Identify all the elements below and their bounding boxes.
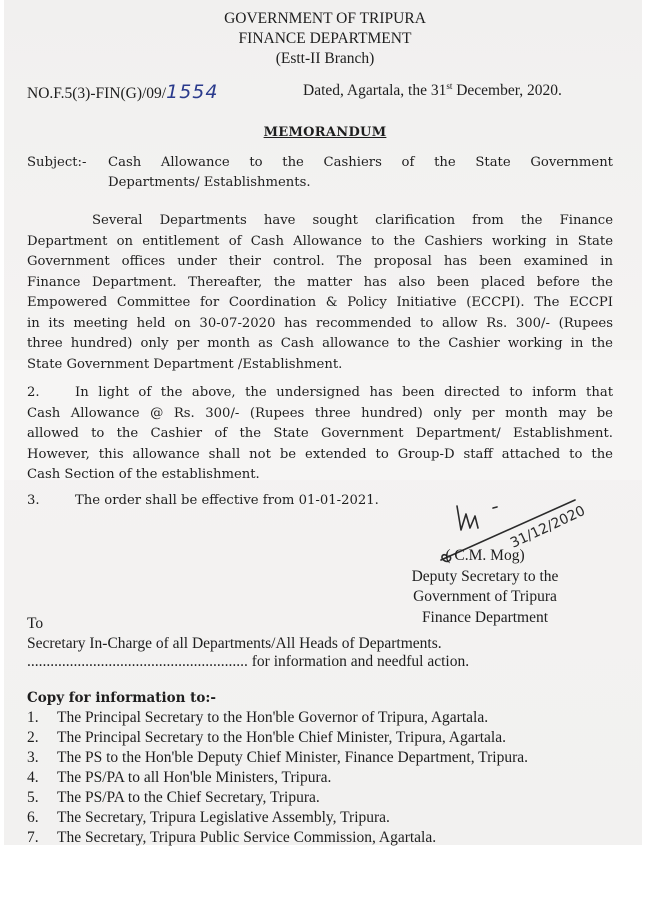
signatory-department: Finance Department	[421, 608, 549, 626]
copy-item-number: 7.	[27, 829, 39, 846]
copy-list-item	[27, 748, 528, 768]
copy-item-text: The Principal Secretary to the Hon'ble Chief Minister, Tripura, Agartala.	[57, 729, 506, 746]
paragraph-1-line: State Government Department /Establishment.	[27, 356, 343, 372]
addressee-line-1: Secretary In-Charge of all Departments/All Heads of Departments.	[27, 635, 442, 652]
header-department: FINANCE DEPARTMENT	[238, 30, 412, 47]
header-government: GOVERNMENT OF TRIPURA	[224, 10, 426, 27]
paragraph-3: The order shall be effective from 01-01-2021.	[75, 493, 379, 508]
copy-title: Copy for information to:-	[27, 690, 216, 706]
copy-item-text: The PS to the Hon'ble Deputy Chief Minister, Finance Department, Tripura.	[57, 749, 528, 766]
paragraph-1-line: Empowered Committee for Coordination & Policy Initiative (ECCPI). The ECCPI	[27, 295, 613, 310]
copy-item-number: 6.	[27, 809, 39, 826]
copy-item-number: 5.	[27, 789, 39, 806]
paragraph-1-line: in its meeting held on 30-07-2020 has recommended to allow Rs. 300/- (Rupees	[27, 315, 613, 331]
copy-item-number: 1.	[27, 709, 39, 726]
signatory-designation: Deputy Secretary to the	[411, 567, 559, 585]
paragraph-1-line: Several Departments have sought clarification from the Finance	[92, 213, 613, 228]
copy-list-item	[27, 728, 528, 748]
reference-date	[303, 81, 562, 100]
paragraph-3-number: 3.	[27, 493, 40, 508]
signature-block	[395, 546, 575, 628]
header-branch: (Estt-II Branch)	[275, 50, 375, 67]
copy-item-text: The PS/PA to the Chief Secretary, Tripura.	[57, 789, 320, 806]
addressee-to: To	[27, 615, 44, 632]
paragraph-2-line: In light of the above, the undersigned has been directed to inform that	[75, 385, 613, 400]
date-prefix: Dated, Agartala, the 31	[303, 82, 447, 100]
copy-list-item	[27, 708, 528, 728]
paragraph-1-line: Department on entitlement of Cash Allowance to the Cashiers working in State	[27, 233, 613, 249]
copy-list-item	[27, 788, 528, 808]
addressee-line-2: ......................................................... for information and needful action.	[27, 653, 470, 670]
paragraph-2-line: allowed to the Cashier of the State Government Department/ Establishment.	[27, 426, 613, 441]
copy-list	[27, 708, 528, 848]
paragraph-1-line: Government offices under their control. The proposal has been examined in	[27, 254, 613, 269]
copy-list-item	[27, 828, 528, 848]
paragraph-2-line: Cash Allowance @ Rs. 300/- (Rupees three hundred) only per month may be	[27, 405, 613, 421]
signatory-government: Government of Tripura	[413, 588, 557, 605]
copy-list-item	[27, 808, 528, 828]
copy-item-text: The Secretary, Tripura Public Service Commission, Agartala.	[57, 829, 437, 846]
paragraph-1	[27, 211, 613, 375]
copy-item-text: The Secretary, Tripura Legislative Assembly, Tripura.	[57, 809, 390, 826]
subject-line-2: Departments/ Establishments.	[108, 175, 311, 190]
date-suffix: December, 2020.	[452, 82, 562, 100]
signatory-name: ( C.M. Mog)	[445, 547, 525, 564]
copy-item-number: 3.	[27, 749, 39, 766]
handwritten-number: 1554	[166, 81, 219, 103]
memorandum-title: MEMORANDUM	[263, 125, 387, 140]
reference-number	[27, 81, 218, 103]
reference-number-prefix: NO.F.5(3)-FIN(G)/09/	[27, 85, 167, 102]
copy-list-item	[27, 768, 528, 788]
paragraph-2-line: Cash Section of the establishment.	[27, 467, 260, 482]
paragraph-1-line: Finance Department. Thereafter, the matter has also been placed before the	[27, 274, 613, 290]
copy-item-text: The Principal Secretary to the Hon'ble Governor of Tripura, Agartala.	[57, 709, 489, 726]
copy-item-text: The PS/PA to all Hon'ble Ministers, Tripura.	[57, 769, 332, 786]
paragraph-2	[27, 383, 613, 486]
copy-item-number: 2.	[27, 729, 39, 746]
subject-line-1: Cash Allowance to the Cashiers of the State Government	[108, 155, 613, 170]
date-superscript: st	[446, 81, 453, 91]
paragraph-2-line: However, this allowance shall not be extended to Group-D staff attached to the	[27, 446, 613, 462]
paragraph-2-number: 2.	[27, 385, 40, 400]
copy-item-number: 4.	[27, 769, 39, 786]
paragraph-1-line: three hundred) only per month as Cash allowance to the Cashier working in the	[27, 336, 613, 351]
signature-date: 31/12/2020	[507, 503, 588, 552]
subject-label: Subject:-	[27, 155, 87, 170]
